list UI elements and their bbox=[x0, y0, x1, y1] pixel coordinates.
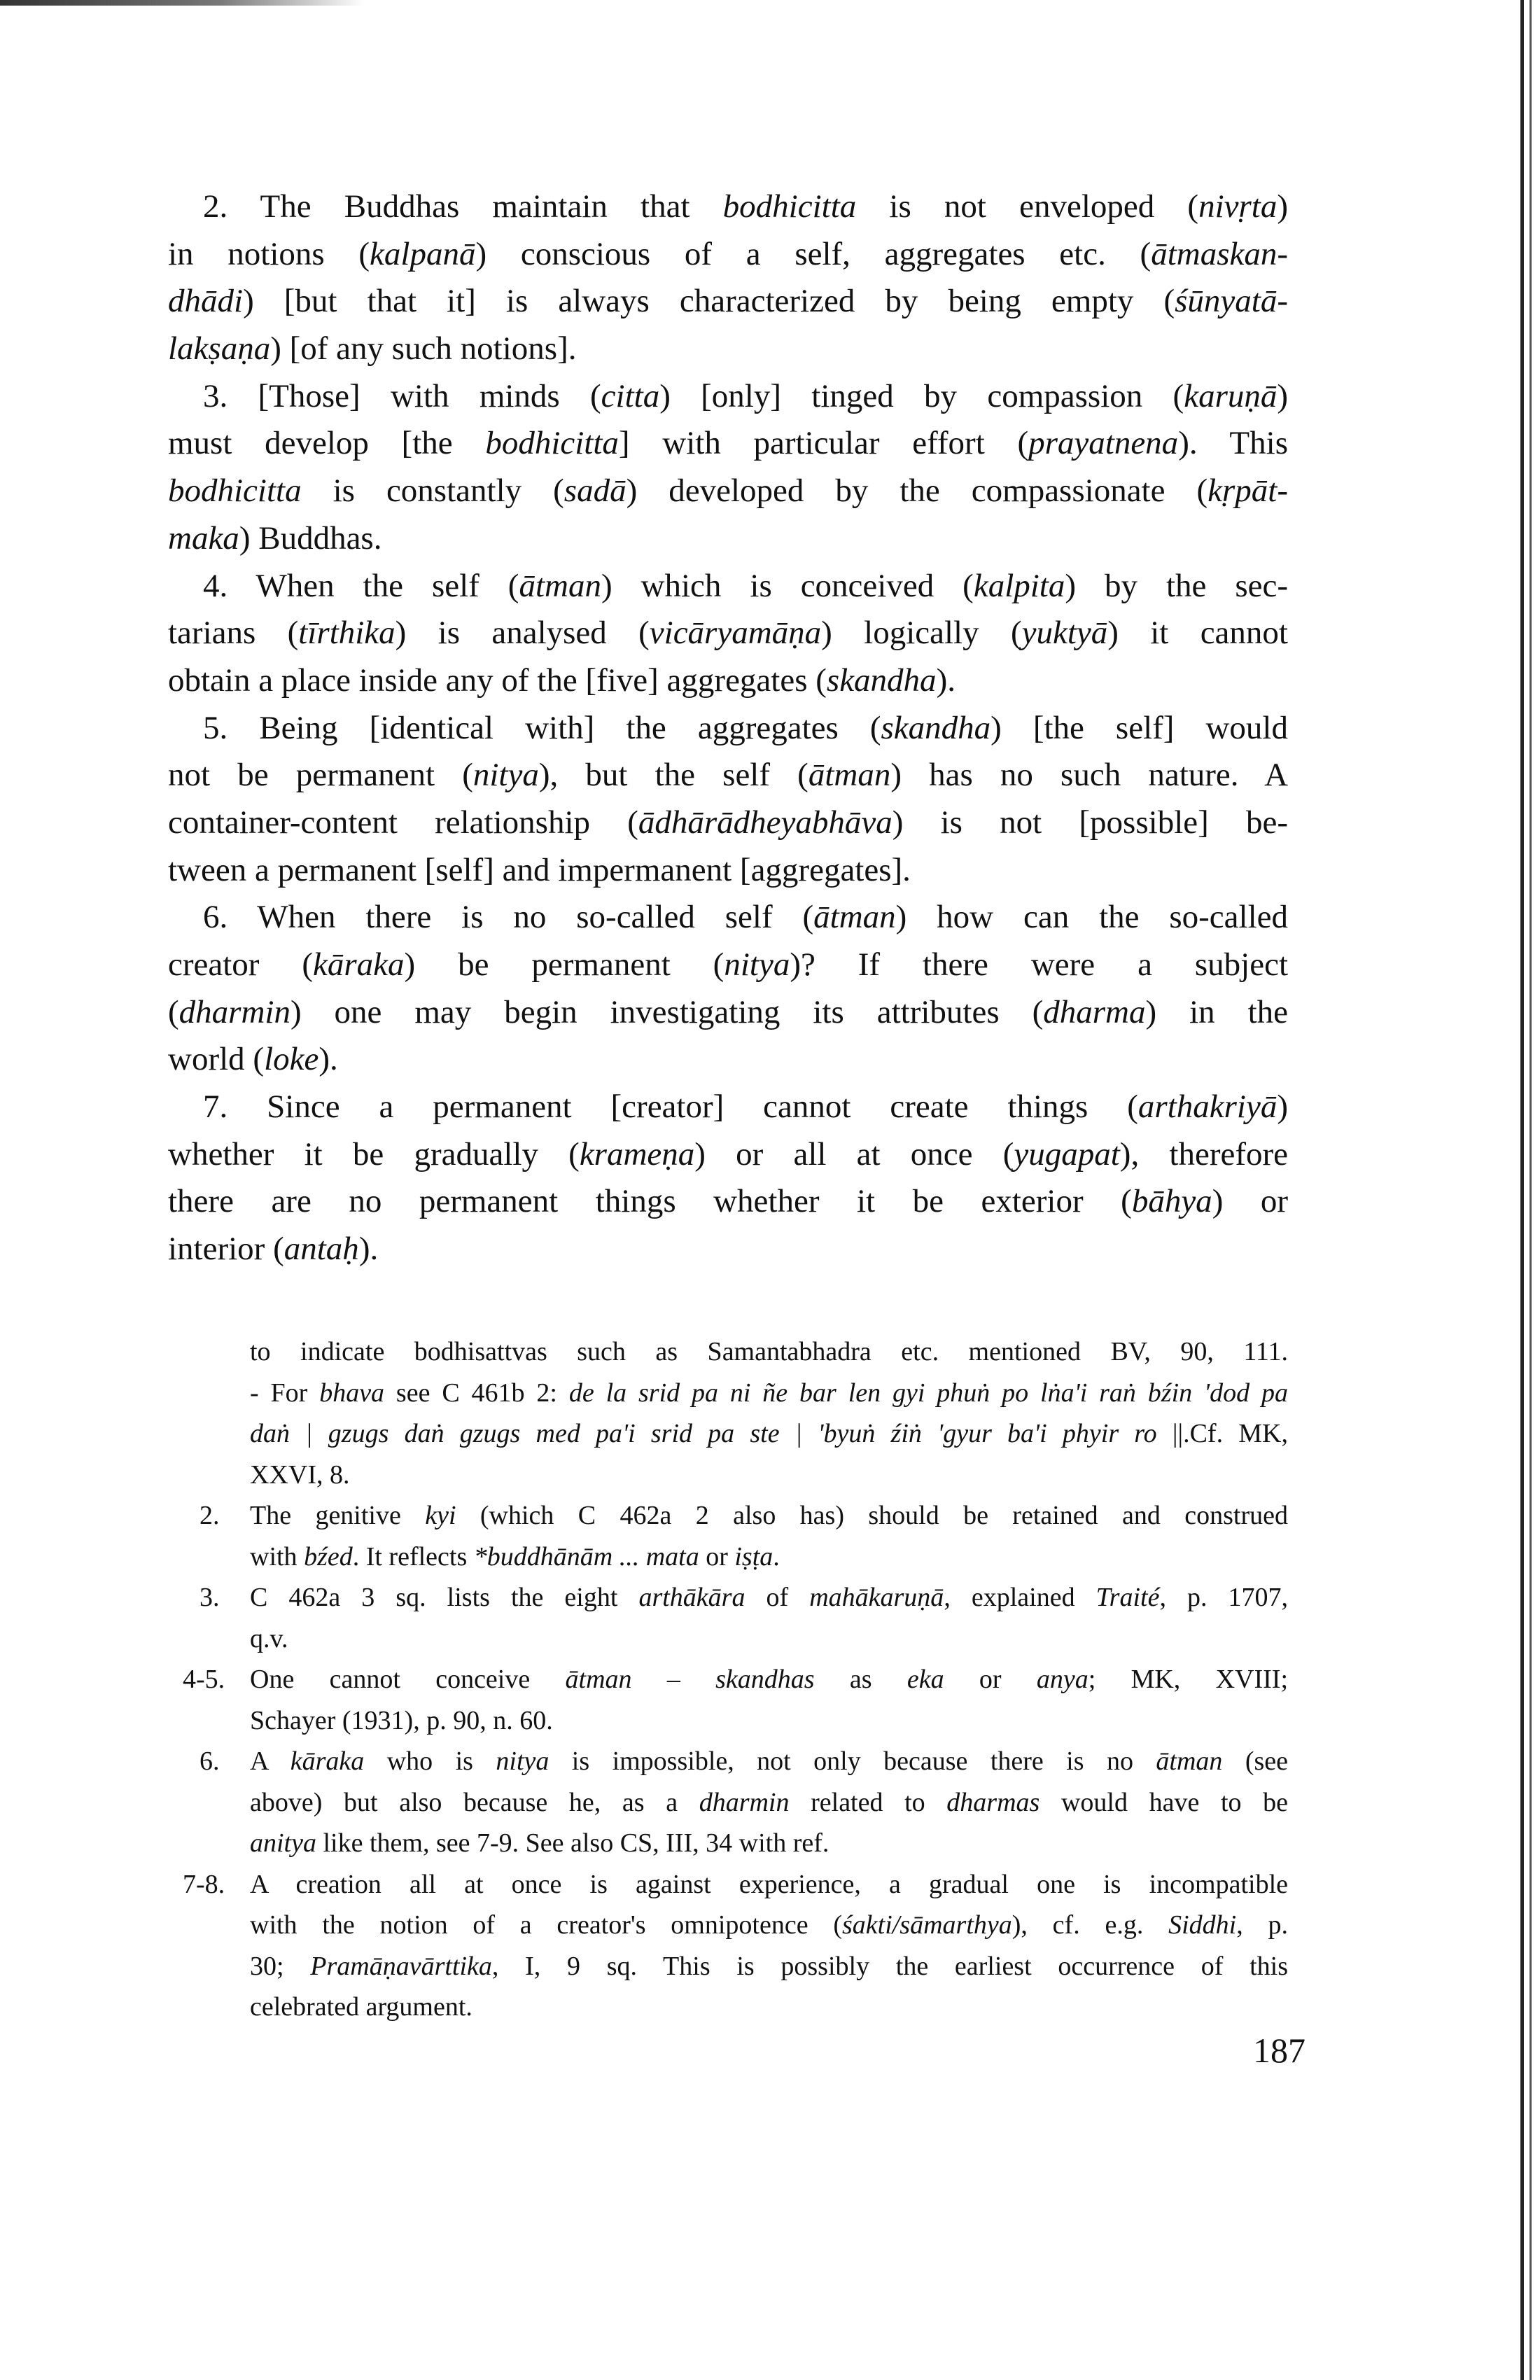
text-segment: world ( bbox=[168, 1041, 265, 1078]
text-segment: A bbox=[250, 1746, 290, 1776]
text-line bbox=[168, 278, 1288, 326]
text-segment: ) [the self] would bbox=[990, 709, 1288, 746]
text-segment: ). bbox=[358, 1231, 379, 1268]
text-line bbox=[168, 420, 1288, 468]
text-line bbox=[168, 468, 1288, 515]
italic-term: bodhicitta bbox=[722, 188, 857, 225]
italic-term: bźed bbox=[304, 1541, 353, 1572]
text-line bbox=[168, 894, 1288, 941]
italic-term: ātman – skandhas bbox=[565, 1665, 815, 1694]
scan-edge-right bbox=[1520, 0, 1524, 2380]
text-segment: is not enveloped ( bbox=[856, 188, 1199, 225]
text-segment: ) Buddhas. bbox=[239, 519, 382, 556]
text-line bbox=[168, 941, 1288, 989]
footnote-number: 6. bbox=[200, 1746, 220, 1776]
text-segment: to indicate bodhisattvas such as Samantabhadra etc. mentioned BV, 90, 111. bbox=[250, 1337, 1288, 1366]
italic-term: dharmin bbox=[699, 1787, 790, 1817]
italic-term: bāhya bbox=[1131, 1183, 1212, 1220]
text-segment: not be permanent ( bbox=[168, 757, 473, 794]
text-segment: related to bbox=[789, 1787, 947, 1817]
italic-term: kāraka bbox=[290, 1746, 365, 1776]
text-segment: container-content relationship ( bbox=[168, 804, 638, 841]
paragraph bbox=[168, 373, 1288, 563]
text-line bbox=[168, 1036, 1288, 1084]
text-segment: ) is not [possible] be- bbox=[892, 804, 1288, 841]
footnote bbox=[200, 1577, 1288, 1659]
text-segment: is constantly ( bbox=[301, 472, 564, 510]
paragraph bbox=[168, 894, 1288, 1084]
scan-edge-right-inner bbox=[1530, 0, 1532, 2380]
text-segment: 7. Since a permanent [creator] cannot create things ( bbox=[203, 1088, 1138, 1126]
text-segment: Schayer (1931), p. 90, n. 60. bbox=[250, 1705, 553, 1735]
text-segment: ), cf. e.g. bbox=[1011, 1910, 1169, 1940]
italic-term: lakṣaṇa bbox=[168, 330, 271, 368]
italic-term: mahākaruṇā bbox=[809, 1583, 944, 1612]
text-line bbox=[168, 1084, 1288, 1131]
text-line bbox=[168, 1178, 1288, 1226]
footnote bbox=[200, 1741, 1288, 1864]
paragraph bbox=[168, 705, 1288, 895]
text-segment: must develop [the bbox=[168, 425, 486, 462]
italic-term: maka bbox=[168, 519, 239, 556]
text-line bbox=[168, 847, 1288, 895]
text-line bbox=[168, 1226, 1288, 1273]
italic-term: vicāryamāṇa bbox=[649, 615, 822, 652]
italic-term: nitya bbox=[472, 757, 539, 794]
text-segment: celebrated argument. bbox=[250, 1992, 472, 2022]
text-segment: ). bbox=[318, 1041, 338, 1078]
italic-term: śūnyatā- bbox=[1175, 283, 1288, 320]
italic-term: *buddhānām ... mata bbox=[473, 1541, 699, 1572]
italic-term: ātmaskan- bbox=[1151, 235, 1288, 272]
text-line bbox=[168, 183, 1288, 231]
text-segment: (which C 462a 2 also has) should be retained and construed bbox=[456, 1501, 1288, 1530]
text-segment: interior ( bbox=[168, 1231, 284, 1268]
italic-term: skandha bbox=[826, 662, 937, 699]
text-segment: . bbox=[773, 1541, 780, 1572]
italic-term: iṣṭa bbox=[734, 1541, 774, 1572]
text-segment: is impossible, not only because there is no bbox=[549, 1746, 1156, 1776]
text-segment: tarians ( bbox=[168, 615, 299, 652]
text-line bbox=[168, 657, 1288, 705]
text-line bbox=[168, 515, 1288, 563]
italic-term: nivṛta bbox=[1198, 188, 1278, 225]
text-line bbox=[250, 1455, 1288, 1496]
text-line bbox=[168, 989, 1288, 1037]
main-text bbox=[168, 183, 1288, 1273]
text-segment: 4. When the self ( bbox=[203, 567, 519, 604]
paragraph bbox=[168, 1084, 1288, 1273]
italic-term: krameṇa bbox=[579, 1135, 695, 1172]
text-segment: ), but the self ( bbox=[538, 757, 808, 794]
text-segment: ] with particular effort ( bbox=[618, 425, 1029, 462]
text-line bbox=[250, 1864, 1288, 1905]
italic-term: ātman bbox=[1156, 1746, 1223, 1776]
text-segment: would have to be bbox=[1040, 1787, 1288, 1817]
text-segment: ) be permanent ( bbox=[404, 946, 724, 983]
italic-term: eka bbox=[906, 1665, 944, 1694]
text-segment: ||.Cf. MK, bbox=[1156, 1419, 1288, 1448]
text-segment: like them, see 7-9. See also CS, III, 34 with ref. bbox=[316, 1828, 830, 1858]
text-line bbox=[250, 1331, 1288, 1373]
italic-term: prayatnena bbox=[1028, 425, 1179, 462]
text-segment: tween a permanent [self] and impermanent [aggregates]. bbox=[168, 851, 911, 888]
text-segment: ). This bbox=[1178, 425, 1288, 462]
text-segment: ) bbox=[1277, 188, 1288, 225]
text-line bbox=[250, 1823, 1288, 1864]
text-segment: whether it be gradually ( bbox=[168, 1135, 580, 1172]
text-segment: ) has no such nature. A bbox=[890, 757, 1288, 794]
text-segment: as bbox=[814, 1665, 907, 1694]
text-line bbox=[250, 1495, 1288, 1536]
italic-term: dhādi bbox=[168, 283, 244, 320]
text-segment: ) [of any such notions]. bbox=[270, 330, 577, 368]
text-segment: XXVI, 8. bbox=[250, 1460, 350, 1490]
text-segment: ) in the bbox=[1145, 993, 1288, 1030]
italic-term: ātman bbox=[808, 757, 891, 794]
footnote bbox=[183, 1659, 1288, 1741]
italic-term: kyi bbox=[425, 1501, 456, 1530]
text-line bbox=[250, 1577, 1288, 1618]
text-segment: creator ( bbox=[168, 946, 314, 983]
footnote-number: 2. bbox=[200, 1501, 220, 1530]
italic-term: nitya bbox=[496, 1746, 550, 1776]
text-segment: in notions ( bbox=[168, 235, 370, 272]
text-segment: ) how can the so-called bbox=[895, 899, 1288, 936]
italic-term: loke bbox=[264, 1041, 319, 1078]
italic-term: kṛpāt- bbox=[1208, 472, 1288, 510]
text-segment: ) logically ( bbox=[821, 615, 1022, 652]
italic-term: dharma bbox=[1043, 993, 1146, 1030]
text-segment: 30; bbox=[250, 1951, 311, 1981]
text-segment: ) [only] tinged by compassion ( bbox=[659, 377, 1184, 414]
italic-term: ātman bbox=[519, 567, 601, 604]
italic-term: kāraka bbox=[313, 946, 405, 983]
text-segment: ) which is conceived ( bbox=[601, 567, 974, 604]
page-number: 187 bbox=[1253, 2031, 1306, 2070]
italic-term: bodhicitta bbox=[168, 472, 302, 510]
text-line bbox=[250, 1782, 1288, 1823]
text-segment: One cannot conceive bbox=[250, 1665, 566, 1694]
text-line bbox=[250, 1618, 1288, 1660]
text-line bbox=[168, 373, 1288, 421]
italic-term: antaḥ bbox=[284, 1231, 359, 1268]
text-segment: with bbox=[250, 1541, 304, 1572]
italic-term: arthākāra bbox=[638, 1583, 746, 1612]
text-segment: (see bbox=[1222, 1746, 1288, 1776]
text-line bbox=[168, 610, 1288, 657]
text-segment: ) conscious of a self, aggregates etc. ( bbox=[475, 235, 1152, 272]
text-segment: 6. When there is no so-called self ( bbox=[203, 899, 814, 936]
text-line bbox=[250, 1700, 1288, 1742]
italic-term: karuṇā bbox=[1184, 377, 1278, 414]
footnote-number: 4-5. bbox=[183, 1665, 225, 1694]
text-segment: ) developed by the compassionate ( bbox=[626, 472, 1208, 510]
text-segment: ; MK, XVIII; bbox=[1088, 1665, 1288, 1694]
italic-term: sadā bbox=[564, 472, 626, 510]
text-segment: C 462a 3 sq. lists the eight bbox=[250, 1583, 639, 1612]
italic-term: bhava bbox=[319, 1378, 385, 1408]
footnote-number: 3. bbox=[200, 1583, 220, 1612]
italic-term: bodhicitta bbox=[485, 425, 619, 462]
italic-term: yuktyā bbox=[1021, 615, 1108, 652]
text-segment: ), therefore bbox=[1119, 1135, 1288, 1172]
italic-term: tīrthika bbox=[298, 615, 396, 652]
italic-term: ādhārādheyabhāva bbox=[638, 804, 892, 841]
text-segment: of bbox=[745, 1583, 810, 1612]
text-segment: q.v. bbox=[250, 1623, 288, 1653]
italic-term: nitya bbox=[724, 946, 790, 983]
paragraph bbox=[168, 183, 1288, 373]
text-line bbox=[168, 705, 1288, 752]
text-segment: see C 461b 2: bbox=[384, 1378, 569, 1408]
text-line bbox=[168, 752, 1288, 799]
text-segment: - For bbox=[250, 1378, 320, 1408]
text-segment: or bbox=[699, 1541, 735, 1572]
text-segment: , p. bbox=[1236, 1910, 1288, 1940]
italic-term: yugapat bbox=[1014, 1135, 1120, 1172]
text-segment: ( bbox=[168, 993, 179, 1030]
italic-term: skandha bbox=[881, 709, 991, 746]
text-segment: 2. The Buddhas maintain that bbox=[203, 188, 723, 225]
text-line bbox=[250, 1741, 1288, 1782]
text-line bbox=[250, 1987, 1288, 2028]
paragraph bbox=[168, 563, 1288, 705]
text-segment: ) one may begin investigating its attributes ( bbox=[290, 993, 1044, 1030]
text-segment: , I, 9 sq. This is possibly the earliest occurrence of this bbox=[491, 1951, 1288, 1981]
italic-term: de la srid pa ni ñe bar len gyi phuṅ po lṅa'i raṅ bźin 'dod pa bbox=[568, 1378, 1288, 1408]
scan-edge-top bbox=[0, 0, 364, 6]
italic-term: kalpanā bbox=[370, 235, 476, 272]
text-line bbox=[168, 1131, 1288, 1179]
italic-term: anya bbox=[1036, 1665, 1088, 1694]
text-segment: ) is analysed ( bbox=[395, 615, 650, 652]
text-line bbox=[250, 1536, 1288, 1578]
text-segment: ). bbox=[936, 662, 955, 699]
text-segment: ) bbox=[1277, 1088, 1288, 1126]
text-segment: , explained bbox=[944, 1583, 1096, 1612]
italic-term: dharmin bbox=[178, 993, 290, 1030]
footnote bbox=[200, 1495, 1288, 1577]
italic-term: ātman bbox=[813, 899, 896, 936]
italic-term: citta bbox=[601, 377, 660, 414]
text-line bbox=[250, 1413, 1288, 1455]
text-line bbox=[168, 326, 1288, 373]
text-segment: ) [but that it] is always characterized by being empty ( bbox=[243, 283, 1175, 320]
text-segment: . It reflects bbox=[352, 1541, 474, 1572]
text-segment: ) by the sec- bbox=[1065, 567, 1288, 604]
text-segment: or bbox=[944, 1665, 1037, 1694]
text-line bbox=[250, 1659, 1288, 1700]
text-line bbox=[250, 1905, 1288, 1946]
footnote bbox=[183, 1864, 1288, 2028]
footnote bbox=[200, 1331, 1288, 1495]
text-segment: there are no permanent things whether it be exterior ( bbox=[168, 1183, 1132, 1220]
text-line bbox=[250, 1373, 1288, 1414]
text-segment: ) or all at once ( bbox=[694, 1135, 1014, 1172]
italic-term: anitya bbox=[250, 1828, 316, 1858]
italic-term: arthakriyā bbox=[1138, 1088, 1278, 1126]
text-segment: A creation all at once is against experience, a gradual one is incompatible bbox=[250, 1869, 1288, 1899]
text-segment: who is bbox=[364, 1746, 496, 1776]
text-segment: The genitive bbox=[250, 1501, 426, 1530]
italic-term: Traité bbox=[1096, 1583, 1160, 1612]
footnote-number: 7-8. bbox=[183, 1869, 225, 1899]
italic-term: daṅ | gzugs daṅ gzugs med pa'i srid pa ste | 'byuṅ źiṅ 'gyur ba'i phyir ro bbox=[250, 1419, 1157, 1448]
text-segment: with the notion of a creator's omnipotence ( bbox=[250, 1910, 842, 1940]
text-segment: , p. 1707, bbox=[1159, 1583, 1288, 1612]
text-segment: ) it cannot bbox=[1107, 615, 1288, 652]
text-segment: )? If there were a subject bbox=[790, 946, 1288, 983]
italic-term: Siddhi bbox=[1168, 1910, 1237, 1940]
text-segment: ) bbox=[1277, 377, 1288, 414]
text-segment: ) or bbox=[1212, 1183, 1288, 1220]
text-segment: 5. Being [identical with] the aggregates ( bbox=[203, 709, 881, 746]
text-line bbox=[168, 231, 1288, 279]
italic-term: dharmas bbox=[946, 1787, 1040, 1817]
text-segment: obtain a place inside any of the [five] aggregates ( bbox=[168, 662, 827, 699]
text-line bbox=[168, 563, 1288, 610]
text-segment: above) but also because he, as a bbox=[250, 1787, 699, 1817]
text-line bbox=[168, 799, 1288, 847]
italic-term: Pramāṇavārttika bbox=[310, 1951, 492, 1981]
text-line bbox=[250, 1946, 1288, 1987]
text-segment: 3. [Those] with minds ( bbox=[203, 377, 601, 414]
footnotes bbox=[183, 1331, 1288, 2028]
italic-term: śakti/sāmarthya bbox=[841, 1910, 1012, 1940]
italic-term: kalpita bbox=[973, 567, 1065, 604]
